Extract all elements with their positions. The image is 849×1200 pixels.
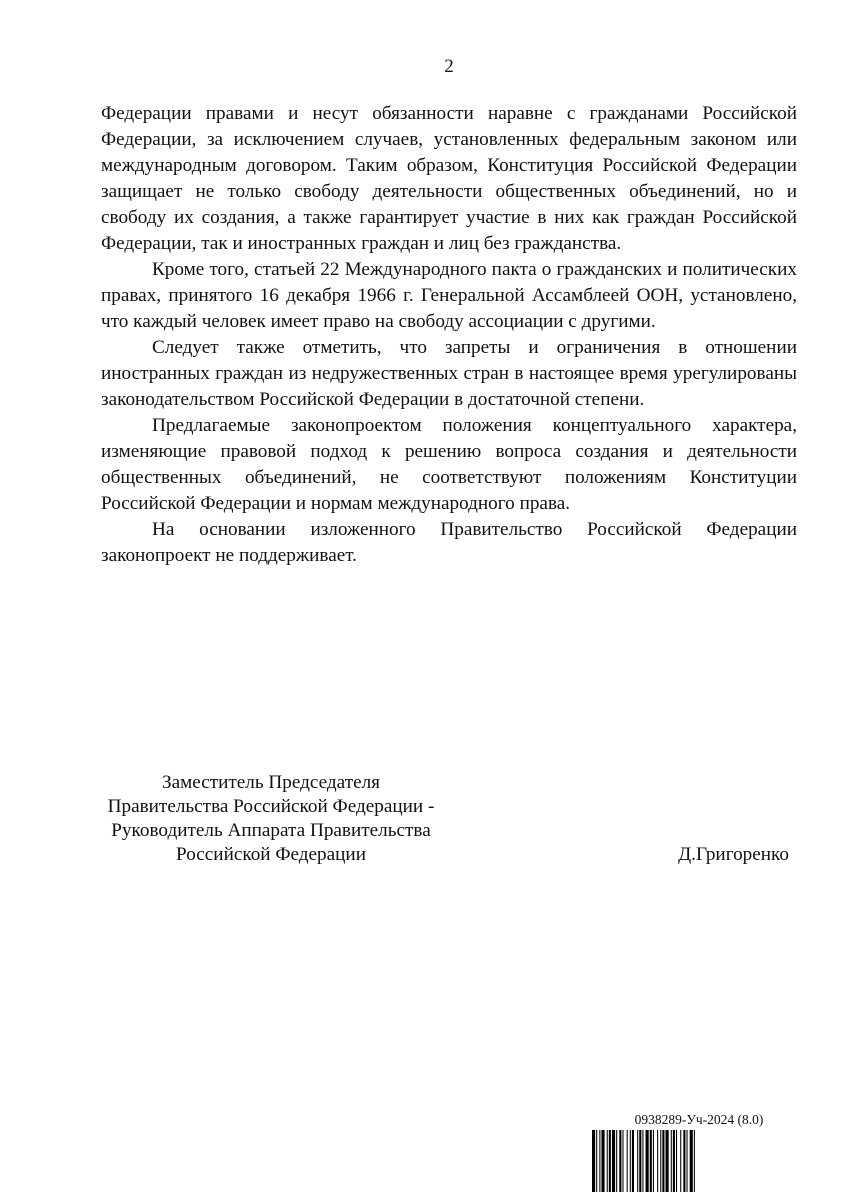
signatory-position-line: Правительства Российской Федерации -: [107, 796, 435, 817]
page-number: 2: [444, 56, 454, 77]
signatory-position: [101, 771, 441, 867]
signatory-name: Д.Григоренко: [678, 844, 789, 865]
letter-body: [101, 101, 797, 569]
paragraph-5: На основании изложенного Правительство Российской Федерации законопроект не поддерживает.: [101, 519, 797, 566]
signatory-position-line: Заместитель Председателя: [161, 772, 381, 793]
document-registration-code: 0938289-Уч-2024 (8.0): [634, 1112, 764, 1127]
paragraph-2: Кроме того, статьей 22 Международного пакта о гражданских и политических правах, принятого 16 декабря 1966 г. Генеральной Ассамблеей ООН, установлено, что каждый человек имеет право на свободу ассоциации с другими.: [101, 259, 797, 332]
paragraph-3: Следует также отметить, что запреты и ограничения в отношении иностранных граждан из недружественных стран в настоящее время урегулированы законодательством Российской Федерации в достаточной степени.: [101, 337, 797, 410]
barcode-icon: [592, 1130, 788, 1192]
signatory-position-line: Российской Федерации: [176, 844, 366, 865]
paragraph-4: Предлагаемые законопроектом положения концептуального характера, изменяющие правовой подход к решению вопроса создания и деятельности общественных объединений, не соответствуют положениям Конституции Российской Федерации и нормам международного права.: [101, 415, 797, 514]
signatory-position-line: Руководитель Аппарата Правительства: [111, 820, 431, 841]
paragraph-1: Федерации правами и несут обязанности наравне с гражданами Российской Федерации, за исключением случаев, установленных федеральным законом или международным договором. Таким образом, Конституция Российской Федерации защищает не только свободу деятельности общественных объединений, но и свободу их создания, а также гарантирует участие в них как граждан Российской Федерации, так и иностранных граждан и лиц без гражданства.: [101, 103, 797, 254]
